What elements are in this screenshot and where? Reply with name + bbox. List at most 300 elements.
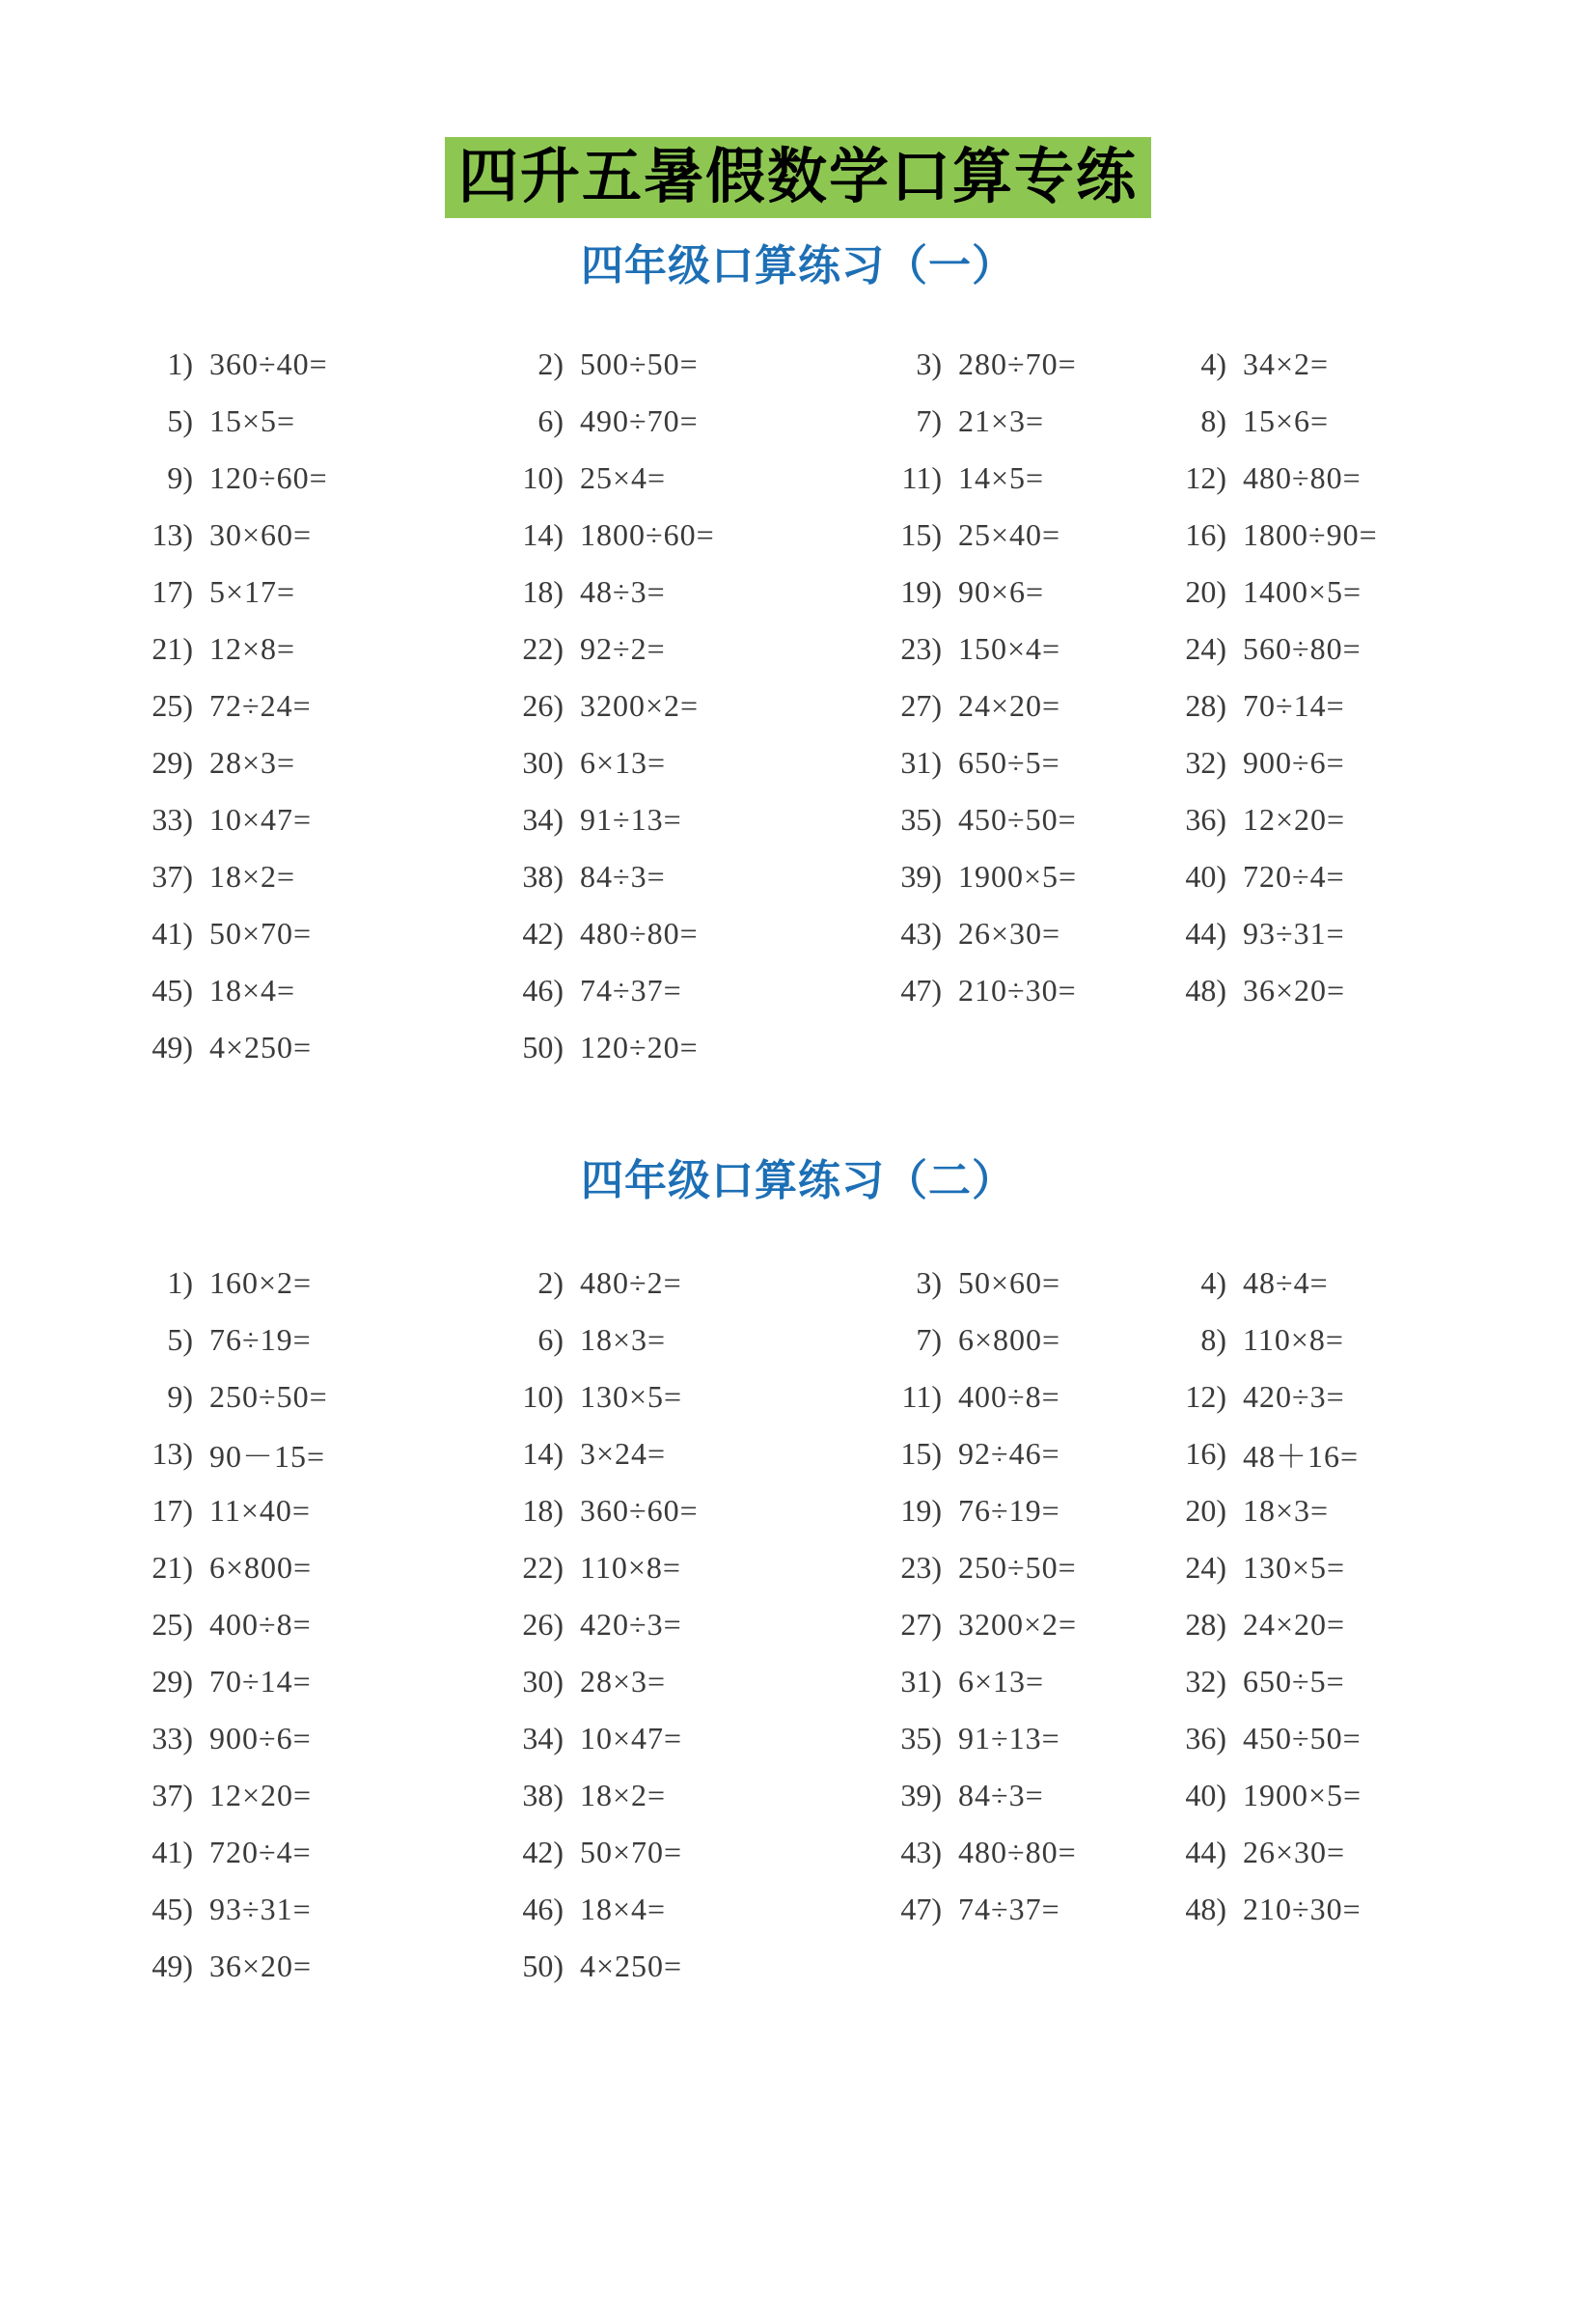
problem-item xyxy=(513,1881,892,1938)
problem-expression: 160×2= xyxy=(209,1265,313,1300)
problem-item xyxy=(143,450,513,507)
problem-expression: 34×2= xyxy=(1243,346,1330,381)
section-2-problems xyxy=(143,1255,1455,1995)
problem-number: 41) xyxy=(151,916,193,951)
problem-number: 48) xyxy=(1185,1892,1226,1926)
problem-expression: 91÷13= xyxy=(580,802,682,837)
problem-number: 15) xyxy=(900,517,942,552)
problem-item xyxy=(143,905,513,962)
problem-number: 35) xyxy=(900,802,942,837)
problem-expression: 650÷5= xyxy=(958,745,1060,780)
problem-expression: 18×2= xyxy=(209,859,296,894)
problem-item xyxy=(143,336,513,393)
problem-expression: 50×70= xyxy=(209,916,313,951)
problem-item xyxy=(513,1710,892,1767)
problem-number: 24) xyxy=(1185,631,1226,666)
problem-expression: 28×3= xyxy=(580,1664,667,1699)
problem-item xyxy=(892,1596,1176,1653)
problem-expression: 900÷6= xyxy=(209,1721,312,1755)
problem-number: 35) xyxy=(900,1721,942,1755)
problem-expression: 12×20= xyxy=(209,1778,313,1812)
problem-item xyxy=(892,1710,1176,1767)
problem-expression: 560÷80= xyxy=(1243,631,1362,666)
problem-number: 10) xyxy=(522,460,564,495)
problem-item xyxy=(143,1425,513,1482)
problem-item xyxy=(1176,848,1446,905)
problem-item xyxy=(892,1312,1176,1368)
problem-number: 6) xyxy=(537,403,564,438)
problem-number: 5) xyxy=(167,1322,193,1357)
problem-item xyxy=(143,564,513,621)
problem-number: 34) xyxy=(522,1721,564,1755)
problem-number: 40) xyxy=(1185,1778,1226,1812)
problem-number: 16) xyxy=(1185,517,1226,552)
problem-expression: 210÷30= xyxy=(958,973,1077,1008)
problem-number: 5) xyxy=(167,403,193,438)
problem-number: 47) xyxy=(900,1892,942,1926)
problem-item xyxy=(1176,905,1446,962)
problem-number: 4) xyxy=(1200,346,1226,381)
problem-number: 2) xyxy=(537,1265,564,1300)
problem-number: 22) xyxy=(522,1550,564,1585)
problem-expression: 250÷50= xyxy=(209,1379,328,1414)
problem-expression: 48＋16= xyxy=(1243,1438,1360,1474)
problem-number: 27) xyxy=(900,688,942,723)
problem-expression: 250÷50= xyxy=(958,1550,1077,1585)
problem-expression: 28×3= xyxy=(209,745,296,780)
problem-number: 7) xyxy=(916,1322,942,1357)
problem-item xyxy=(143,1368,513,1425)
problem-number: 31) xyxy=(900,745,942,780)
problem-item xyxy=(513,564,892,621)
problem-number: 8) xyxy=(1200,1322,1226,1357)
problem-number: 44) xyxy=(1185,916,1226,951)
problem-number: 8) xyxy=(1200,403,1226,438)
problem-expression: 11×40= xyxy=(209,1493,311,1528)
problem-item xyxy=(143,677,513,734)
problem-number: 17) xyxy=(151,1493,193,1528)
section-1-problems xyxy=(143,336,1455,1076)
problem-expression: 25×4= xyxy=(580,460,667,495)
problem-expression: 3200×2= xyxy=(580,688,700,723)
problem-expression: 150×4= xyxy=(958,631,1061,666)
problem-number: 4) xyxy=(1200,1265,1226,1300)
problem-item xyxy=(1176,1312,1446,1368)
page-title xyxy=(0,0,1596,218)
problem-number: 41) xyxy=(151,1835,193,1869)
problem-item xyxy=(892,1881,1176,1938)
problem-item xyxy=(892,1368,1176,1425)
problem-item xyxy=(143,734,513,791)
problem-number: 13) xyxy=(151,517,193,552)
problem-expression: 18×4= xyxy=(209,973,296,1008)
problem-expression: 3200×2= xyxy=(958,1607,1078,1642)
problem-expression: 420÷3= xyxy=(580,1607,682,1642)
problem-item xyxy=(143,1824,513,1881)
problem-number: 21) xyxy=(151,1550,193,1585)
problem-expression: 92÷46= xyxy=(958,1436,1060,1471)
problem-expression: 650÷5= xyxy=(1243,1664,1345,1699)
problem-expression: 76÷19= xyxy=(209,1322,312,1357)
problem-number: 11) xyxy=(901,1379,942,1414)
problem-number: 6) xyxy=(537,1322,564,1357)
problem-expression: 480÷2= xyxy=(580,1265,682,1300)
problem-item xyxy=(143,791,513,848)
problem-item xyxy=(143,1767,513,1824)
problem-expression: 50×60= xyxy=(958,1265,1061,1300)
problem-expression: 900÷6= xyxy=(1243,745,1345,780)
problem-item xyxy=(892,1482,1176,1539)
problem-item xyxy=(513,1767,892,1824)
problem-expression: 48÷3= xyxy=(580,574,666,609)
problem-number: 14) xyxy=(522,1436,564,1471)
problem-number: 46) xyxy=(522,1892,564,1926)
problem-number: 20) xyxy=(1185,1493,1226,1528)
problem-number: 34) xyxy=(522,802,564,837)
problem-item xyxy=(1176,1539,1446,1596)
problem-expression: 6×13= xyxy=(958,1664,1045,1699)
problem-expression: 50×70= xyxy=(580,1835,683,1869)
problem-number: 49) xyxy=(151,1948,193,1983)
problem-item xyxy=(513,1019,892,1076)
problem-expression: 480÷80= xyxy=(580,916,699,951)
problem-item xyxy=(1176,677,1446,734)
problem-number: 10) xyxy=(522,1379,564,1414)
problem-expression: 6×800= xyxy=(209,1550,313,1585)
problem-item xyxy=(1176,1425,1446,1482)
problem-expression: 120÷20= xyxy=(580,1030,699,1064)
problem-item xyxy=(513,905,892,962)
problem-expression: 110×8= xyxy=(1243,1322,1344,1357)
problem-item xyxy=(1176,393,1446,450)
problem-number: 48) xyxy=(1185,973,1226,1008)
problem-number: 37) xyxy=(151,1778,193,1812)
problem-item xyxy=(1176,1482,1446,1539)
problem-number: 1) xyxy=(167,1265,193,1300)
problem-item xyxy=(892,848,1176,905)
problem-expression: 90×6= xyxy=(958,574,1045,609)
problem-item xyxy=(143,848,513,905)
problem-number: 40) xyxy=(1185,859,1226,894)
problem-item xyxy=(1176,962,1446,1019)
problem-number: 36) xyxy=(1185,1721,1226,1755)
problem-number: 32) xyxy=(1185,1664,1226,1699)
problem-expression: 15×6= xyxy=(1243,403,1330,438)
problem-item xyxy=(513,1425,892,1482)
problem-number: 47) xyxy=(900,973,942,1008)
problem-item xyxy=(892,962,1176,1019)
problem-expression: 26×30= xyxy=(958,916,1061,951)
problem-number: 49) xyxy=(151,1030,193,1064)
problem-expression: 280÷70= xyxy=(958,346,1077,381)
problem-expression: 400÷8= xyxy=(958,1379,1060,1414)
problem-item xyxy=(513,1824,892,1881)
problem-number: 28) xyxy=(1185,1607,1226,1642)
problem-expression: 10×47= xyxy=(580,1721,683,1755)
problem-item xyxy=(892,734,1176,791)
problem-expression: 360÷40= xyxy=(209,346,328,381)
problem-item xyxy=(513,450,892,507)
problem-item xyxy=(1176,564,1446,621)
problem-number: 39) xyxy=(900,859,942,894)
problem-expression: 720÷4= xyxy=(209,1835,312,1869)
problem-expression: 15×5= xyxy=(209,403,296,438)
problem-item xyxy=(892,450,1176,507)
problem-item xyxy=(143,1653,513,1710)
problem-expression: 120÷60= xyxy=(209,460,328,495)
problem-number: 42) xyxy=(522,916,564,951)
problem-item xyxy=(143,1482,513,1539)
problem-item xyxy=(513,791,892,848)
problem-item xyxy=(1176,1710,1446,1767)
section-1-heading: 四年级口算练习（一） xyxy=(581,242,1015,290)
problem-number: 7) xyxy=(916,403,942,438)
problem-expression: 110×8= xyxy=(580,1550,681,1585)
problem-number: 25) xyxy=(151,1607,193,1642)
problem-number: 50) xyxy=(522,1948,564,1983)
problem-number: 31) xyxy=(900,1664,942,1699)
problem-item xyxy=(892,1653,1176,1710)
problem-number: 33) xyxy=(151,802,193,837)
problem-expression: 1900×5= xyxy=(958,859,1078,894)
problem-number: 12) xyxy=(1185,460,1226,495)
problem-expression: 130×5= xyxy=(1243,1550,1346,1585)
problem-number: 43) xyxy=(900,916,942,951)
problem-expression: 93÷31= xyxy=(1243,916,1345,951)
problem-number: 1) xyxy=(167,346,193,381)
problem-number: 37) xyxy=(151,859,193,894)
problem-expression: 24×20= xyxy=(1243,1607,1346,1642)
problem-item xyxy=(143,1938,513,1995)
problem-expression: 36×20= xyxy=(1243,973,1346,1008)
problem-expression: 6×800= xyxy=(958,1322,1061,1357)
problem-item xyxy=(892,1255,1176,1312)
problem-item xyxy=(513,962,892,1019)
problem-number: 2) xyxy=(537,346,564,381)
problem-item xyxy=(1176,734,1446,791)
problem-item xyxy=(892,564,1176,621)
problem-number: 33) xyxy=(151,1721,193,1755)
page-title-highlight: 四升五暑假数学口算专练 xyxy=(445,137,1151,218)
problem-number: 17) xyxy=(151,574,193,609)
problem-expression: 14×5= xyxy=(958,460,1045,495)
problem-item xyxy=(892,677,1176,734)
problem-number: 50) xyxy=(522,1030,564,1064)
problem-expression: 48÷4= xyxy=(1243,1265,1329,1300)
problem-expression: 18×2= xyxy=(580,1778,667,1812)
problem-item xyxy=(513,1312,892,1368)
problem-expression: 24×20= xyxy=(958,688,1061,723)
problem-item xyxy=(513,621,892,677)
problem-expression: 26×30= xyxy=(1243,1835,1346,1869)
problem-item xyxy=(1176,507,1446,564)
problem-item xyxy=(143,507,513,564)
problem-expression: 18×4= xyxy=(580,1892,667,1926)
problem-number: 23) xyxy=(900,1550,942,1585)
problem-item xyxy=(143,1255,513,1312)
problem-item xyxy=(892,1767,1176,1824)
problem-item xyxy=(1176,1767,1446,1824)
problem-number: 14) xyxy=(522,517,564,552)
problem-expression: 5×17= xyxy=(209,574,296,609)
problem-number: 29) xyxy=(151,1664,193,1699)
problem-number: 23) xyxy=(900,631,942,666)
problem-expression: 21×3= xyxy=(958,403,1045,438)
problem-expression: 76÷19= xyxy=(958,1493,1060,1528)
problem-number: 19) xyxy=(900,574,942,609)
problem-expression: 450÷50= xyxy=(1243,1721,1362,1755)
problem-expression: 4×250= xyxy=(209,1030,313,1064)
problem-number: 26) xyxy=(522,688,564,723)
problem-expression: 360÷60= xyxy=(580,1493,699,1528)
problem-item xyxy=(143,393,513,450)
problem-number: 16) xyxy=(1185,1436,1226,1471)
problem-item xyxy=(143,962,513,1019)
problem-item xyxy=(513,1653,892,1710)
problem-item xyxy=(892,1539,1176,1596)
problem-number: 9) xyxy=(167,460,193,495)
problem-item xyxy=(143,621,513,677)
problem-item xyxy=(892,1824,1176,1881)
problem-item xyxy=(1176,1653,1446,1710)
problem-expression: 84÷3= xyxy=(580,859,666,894)
problem-item xyxy=(1176,1368,1446,1425)
problem-expression: 490÷70= xyxy=(580,403,699,438)
problem-expression: 480÷80= xyxy=(958,1835,1077,1869)
problem-number: 38) xyxy=(522,859,564,894)
problem-expression: 30×60= xyxy=(209,517,313,552)
problem-number: 29) xyxy=(151,745,193,780)
problem-item xyxy=(513,1596,892,1653)
problem-expression: 36×20= xyxy=(209,1948,313,1983)
problem-number: 21) xyxy=(151,631,193,666)
problem-number: 27) xyxy=(900,1607,942,1642)
problem-number: 30) xyxy=(522,745,564,780)
problem-number: 24) xyxy=(1185,1550,1226,1585)
problem-number: 18) xyxy=(522,574,564,609)
problem-item xyxy=(1176,1824,1446,1881)
problem-expression: 72÷24= xyxy=(209,688,312,723)
problem-expression: 92÷2= xyxy=(580,631,666,666)
problem-item xyxy=(892,1425,1176,1482)
problem-item xyxy=(892,393,1176,450)
problem-item xyxy=(1176,621,1446,677)
problem-item xyxy=(513,1482,892,1539)
problem-item xyxy=(513,336,892,393)
problem-item xyxy=(892,791,1176,848)
problem-item xyxy=(1176,336,1446,393)
problem-item xyxy=(513,507,892,564)
problem-expression: 3×24= xyxy=(580,1436,667,1471)
problem-expression: 12×8= xyxy=(209,631,296,666)
problem-expression: 4×250= xyxy=(580,1948,683,1983)
problem-expression: 1800÷90= xyxy=(1243,517,1378,552)
problem-number: 44) xyxy=(1185,1835,1226,1869)
problem-item xyxy=(1176,450,1446,507)
problem-item xyxy=(143,1312,513,1368)
problem-expression: 1800÷60= xyxy=(580,517,715,552)
problem-number: 42) xyxy=(522,1835,564,1869)
section-2-heading: 四年级口算练习（二） xyxy=(581,1157,1015,1204)
problem-item xyxy=(143,1539,513,1596)
problem-expression: 720÷4= xyxy=(1243,859,1345,894)
problem-number: 25) xyxy=(151,688,193,723)
problem-number: 43) xyxy=(900,1835,942,1869)
problem-number: 45) xyxy=(151,973,193,1008)
problem-expression: 74÷37= xyxy=(580,973,682,1008)
problem-item xyxy=(1176,1881,1446,1938)
problem-expression: 18×3= xyxy=(580,1322,667,1357)
problem-number: 3) xyxy=(916,346,942,381)
problem-item xyxy=(892,905,1176,962)
problem-number: 9) xyxy=(167,1379,193,1414)
problem-number: 13) xyxy=(151,1436,193,1471)
problem-number: 15) xyxy=(900,1436,942,1471)
problem-expression: 84÷3= xyxy=(958,1778,1044,1812)
problem-expression: 500÷50= xyxy=(580,346,699,381)
problem-expression: 12×20= xyxy=(1243,802,1346,837)
problem-expression: 25×40= xyxy=(958,517,1061,552)
problem-item xyxy=(143,1596,513,1653)
problem-number: 11) xyxy=(901,460,942,495)
problem-item xyxy=(513,1368,892,1425)
problem-expression: 480÷80= xyxy=(1243,460,1362,495)
problem-item xyxy=(143,1710,513,1767)
problem-item xyxy=(513,677,892,734)
problem-number: 20) xyxy=(1185,574,1226,609)
problem-item xyxy=(892,621,1176,677)
problem-number: 3) xyxy=(916,1265,942,1300)
problem-item xyxy=(513,393,892,450)
problem-number: 46) xyxy=(522,973,564,1008)
problem-expression: 420÷3= xyxy=(1243,1379,1345,1414)
problem-expression: 1900×5= xyxy=(1243,1778,1362,1812)
problem-expression: 90－15= xyxy=(209,1438,326,1474)
problem-number: 19) xyxy=(900,1493,942,1528)
problem-item xyxy=(143,1019,513,1076)
problem-item xyxy=(513,1938,892,1995)
problem-item xyxy=(892,507,1176,564)
problem-item xyxy=(892,336,1176,393)
problem-expression: 74÷37= xyxy=(958,1892,1060,1926)
problem-number: 32) xyxy=(1185,745,1226,780)
problem-number: 26) xyxy=(522,1607,564,1642)
problem-number: 28) xyxy=(1185,688,1226,723)
problem-item xyxy=(143,1881,513,1938)
problem-expression: 70÷14= xyxy=(209,1664,312,1699)
problem-expression: 6×13= xyxy=(580,745,667,780)
problem-item xyxy=(513,1255,892,1312)
problem-number: 18) xyxy=(522,1493,564,1528)
problem-expression: 1400×5= xyxy=(1243,574,1362,609)
problem-number: 22) xyxy=(522,631,564,666)
problem-number: 30) xyxy=(522,1664,564,1699)
problem-number: 39) xyxy=(900,1778,942,1812)
problem-item xyxy=(1176,1255,1446,1312)
problem-number: 38) xyxy=(522,1778,564,1812)
problem-expression: 210÷30= xyxy=(1243,1892,1362,1926)
problem-expression: 450÷50= xyxy=(958,802,1077,837)
problem-number: 36) xyxy=(1185,802,1226,837)
problem-expression: 91÷13= xyxy=(958,1721,1060,1755)
problem-item xyxy=(1176,791,1446,848)
problem-item xyxy=(513,848,892,905)
problem-expression: 70÷14= xyxy=(1243,688,1345,723)
problem-item xyxy=(513,734,892,791)
problem-item xyxy=(513,1539,892,1596)
problem-number: 12) xyxy=(1185,1379,1226,1414)
problem-expression: 130×5= xyxy=(580,1379,683,1414)
